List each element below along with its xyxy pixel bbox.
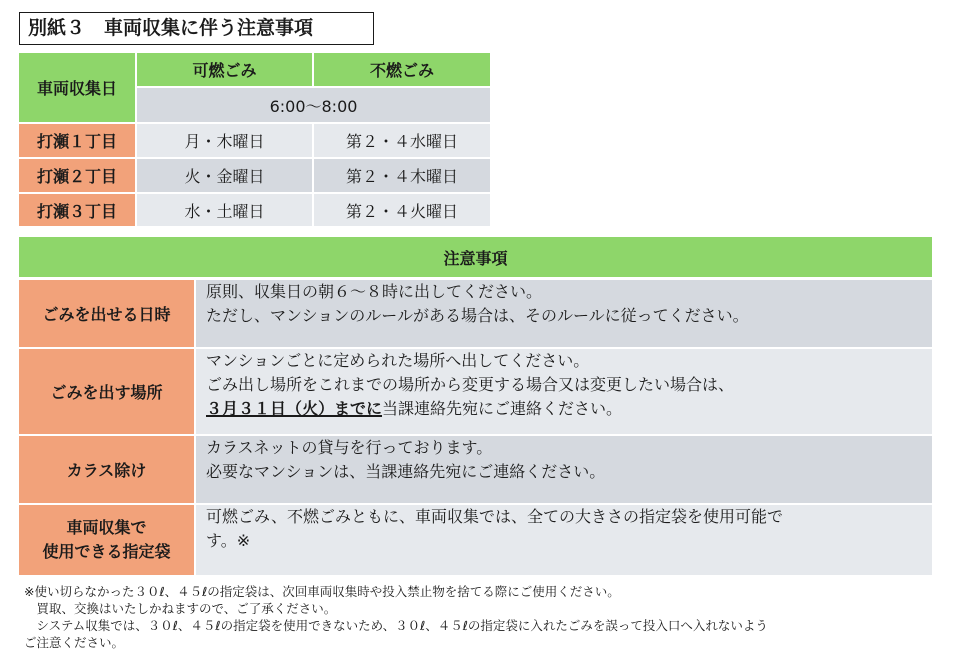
note-label-place: ごみを出す場所 <box>19 349 194 434</box>
deadline-suffix: 当課連絡先宛にご連絡ください。 <box>382 399 623 418</box>
note-line: 原則、収集日の朝６〜８時に出してください。 <box>206 282 543 301</box>
document-title: 別紙３ 車両収集に伴う注意事項 <box>19 12 374 45</box>
area-2-label: 打瀬２丁目 <box>19 159 135 192</box>
note-content-bags <box>196 505 932 575</box>
burnable-header: 可燃ごみ <box>137 53 312 86</box>
note-label-crow: カラス除け <box>19 436 194 503</box>
note-label-bags <box>19 505 194 575</box>
collection-time: 6:00〜8:00 <box>137 88 490 122</box>
footnote-line: 買取、交換はいたしかねますので、ご了承ください。 <box>24 601 337 616</box>
nonburnable-header: 不燃ごみ <box>314 53 490 86</box>
note-line: カラスネットの貸与を行っております。 <box>206 438 493 457</box>
note-label-bags-line1: 車両収集で <box>66 518 147 537</box>
note-line: 必要なマンションは、当課連絡先宛にご連絡ください。 <box>206 462 606 481</box>
note-line: す。※ <box>206 531 251 550</box>
note-label-bags-line2: 使用できる指定袋 <box>42 542 171 561</box>
area-3-label: 打瀬３丁目 <box>19 194 135 226</box>
area-3-burnable: 水・土曜日 <box>137 194 312 226</box>
area-2-burnable: 火・金曜日 <box>137 159 312 192</box>
note-line: ごみ出し場所をこれまでの場所から変更する場合又は変更したい場合は、 <box>206 375 735 394</box>
notes-header: 注意事項 <box>19 237 932 277</box>
note-line: ただし、マンションのルールがある場合は、そのルールに従ってください。 <box>206 306 749 325</box>
area-2-nonburnable: 第２・４木曜日 <box>314 159 490 192</box>
area-1-burnable: 月・木曜日 <box>137 124 312 157</box>
note-content-place <box>196 349 932 434</box>
note-content-crow <box>196 436 932 503</box>
note-line: 可燃ごみ、不燃ごみともに、車両収集では、全ての大きさの指定袋を使用可能で <box>206 507 783 526</box>
area-3-nonburnable: 第２・４火曜日 <box>314 194 490 226</box>
note-line: マンションごとに定められた場所へ出してください。 <box>206 351 590 370</box>
footnote-line: ※使い切らなかった３０ℓ、４５ℓの指定袋は、次回車両収集時や投入禁止物を捨てる際にご使用ください。 <box>24 584 620 599</box>
note-content-datetime <box>196 280 932 347</box>
collection-day-header: 車両収集日 <box>19 53 135 122</box>
deadline-emphasis: ３月３１日（火）までに <box>206 399 383 418</box>
note-deadline-line <box>206 397 622 421</box>
note-label-datetime: ごみを出せる日時 <box>19 280 194 347</box>
footnote-line: ご注意ください。 <box>24 635 125 650</box>
footnote-line: システム収集では、３０ℓ、４５ℓの指定袋を使用できないため、３０ℓ、４５ℓの指定袋に入れたごみを誤って投入口へ入れないよう <box>24 618 768 633</box>
area-1-nonburnable: 第２・４水曜日 <box>314 124 490 157</box>
area-1-label: 打瀬１丁目 <box>19 124 135 157</box>
